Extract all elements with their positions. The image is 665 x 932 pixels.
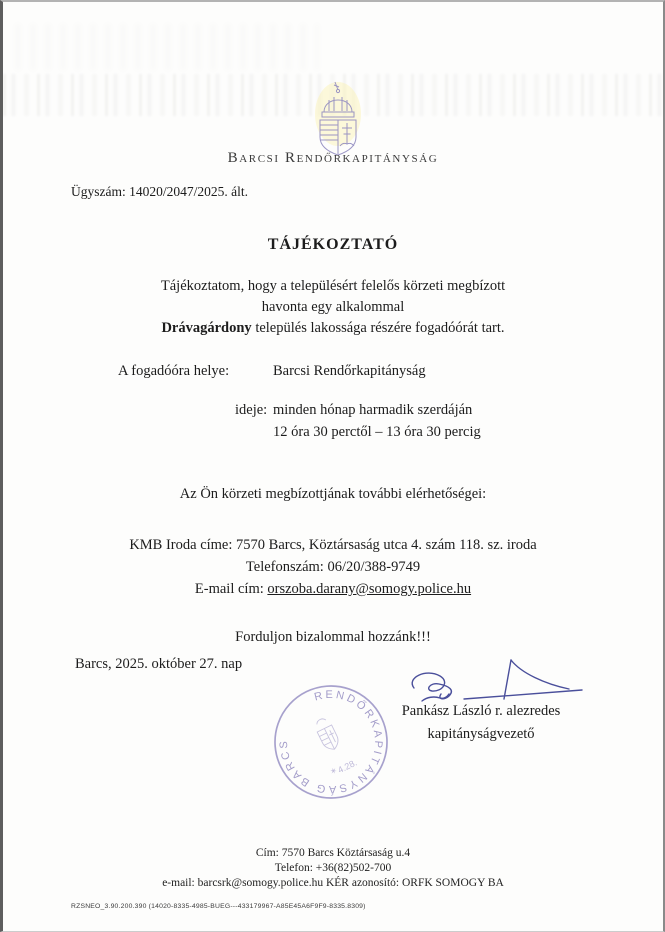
intro-line-1: Tájékoztatom, hogy a településért felelős körzeti megbízott [160,278,506,294]
place-label: A fogadóóra helye: [118,363,230,379]
intro-paragraph [3,276,663,339]
stamp-star: ✶ [328,764,339,777]
document-title: TÁJÉKOZTATÓ [267,236,399,253]
signer-role: kapitányságvezető [427,726,535,742]
email-link[interactable]: orszoba.darany@somogy.police.hu [267,581,472,597]
trust-line: Forduljon bizalommal hozzánk!!! [235,629,431,645]
intro-line-3-rest: település lakossága részére fogadóórát tart. [251,320,505,336]
hungarian-coat-of-arms [309,78,365,158]
scan-smudge [15,24,319,70]
place-value: Barcsi Rendőrkapitányság [273,363,426,379]
intro-line-2: havonta egy alkalommal [261,299,405,315]
document-code: RZSNEO_3.90.200.390 (14020-8335-4985-BUEG---433179967-A85E45A6F9F9-8335.8309) [71,903,366,910]
contact-heading: Az Ön körzeti megbízottjának további elérhetőségei: [179,486,487,502]
signer-name: Pankász László r. alezredes [401,703,561,719]
footer-address: Cím: 7570 Barcs Köztársaság u.4 [255,847,411,859]
footer-phone: Telefon: +36(82)502-700 [274,862,392,874]
email-label: E-mail cím: [194,581,268,597]
office-address-line: KMB Iroda címe: 7570 Barcs, Köztársaság utca 4. szám 118. sz. iroda [129,537,537,553]
stamp-ring-text: RENDŐRKAPITÁNYSÁG BARCS [277,688,385,796]
signature-strokes [412,660,582,701]
time-label: ideje: [235,402,268,418]
time-value-line-2: 12 óra 30 perctől – 13 óra 30 percig [273,424,481,440]
email-line [3,581,663,598]
stamp-number: 4.28. [336,757,359,776]
intro-line-3 [3,318,663,339]
org-name: Barcsi Rendőrkapitányság [227,150,439,166]
date-line: Barcs, 2025. október 27. nap [75,656,243,672]
case-number: Ügyszám: 14020/2047/2025. ált. [71,184,248,199]
phone-line: Telefonszám: 06/20/388-9749 [245,559,421,575]
settlement-name: Drávagárdony [161,320,252,336]
footer-email-line: e-mail: barcsrk@somogy.police.hu KÉR azonosító: ORFK SOMOGY BA [162,877,504,889]
stamp-center-crest [313,716,342,753]
time-value-line-1: minden hónap harmadik szerdáján [273,402,473,418]
